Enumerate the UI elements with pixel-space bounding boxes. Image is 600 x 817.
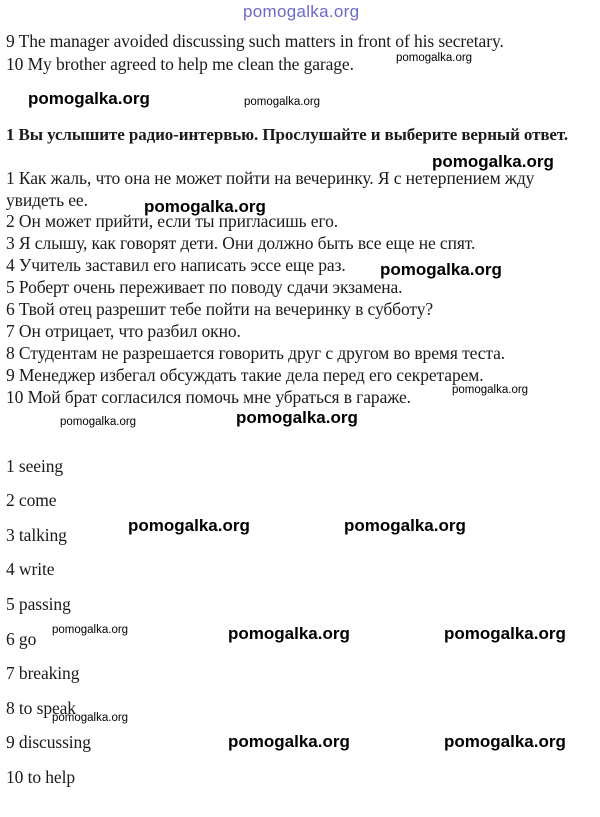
answer-7: 7 breaking: [6, 663, 80, 683]
watermark: pomogalka.org: [228, 732, 350, 751]
russian-sentence-10: 10 Мой брат согласился помочь мне убраться в гараже.: [6, 387, 411, 407]
english-sentence-9: 9 The manager avoided discussing such matters in front of his secretary.: [6, 31, 504, 51]
watermark: pomogalka.org: [60, 416, 137, 428]
russian-sentence-5: 5 Роберт очень переживает по поводу сдачи экзамена.: [6, 277, 403, 297]
answer-2: 2 come: [6, 490, 57, 510]
answer-4: 4 write: [6, 559, 55, 579]
watermark: pomogalka.org: [52, 712, 129, 724]
answer-1: 1 seeing: [6, 456, 64, 476]
watermark: pomogalka.org: [228, 624, 350, 643]
answer-8: 8 to speak: [6, 698, 76, 718]
answer-3: 3 talking: [6, 525, 67, 545]
watermark: pomogalka.org: [396, 52, 473, 64]
russian-sentence-1: 1 Как жаль, что она не может пойти на вечеринку. Я с нетерпением жду увидеть ее.: [6, 168, 535, 210]
site-header-watermark: pomogalka.org: [243, 2, 360, 21]
watermark: pomogalka.org: [144, 197, 266, 216]
russian-sentence-7: 7 Он отрицает, что разбил окно.: [6, 321, 241, 341]
english-sentence-10: 10 My brother agreed to help me clean the garage.: [6, 54, 354, 74]
watermark: pomogalka.org: [432, 152, 554, 171]
watermark: pomogalka.org: [452, 384, 529, 396]
watermark: pomogalka.org: [380, 260, 502, 279]
answer-9: 9 discussing: [6, 732, 91, 752]
exercise-heading: 1 Вы услышите радио-интервью. Прослушайте и выберите верный ответ.: [6, 125, 568, 144]
watermark: pomogalka.org: [344, 516, 466, 535]
russian-sentence-2: 2 Он может прийти, если ты пригласишь его.: [6, 211, 339, 231]
watermark: pomogalka.org: [236, 408, 358, 427]
watermark: pomogalka.org: [28, 89, 150, 108]
answer-10: 10 to help: [6, 767, 75, 787]
watermark: pomogalka.org: [444, 732, 566, 751]
watermark: pomogalka.org: [52, 624, 129, 636]
russian-sentence-9: 9 Менеджер избегал обсуждать такие дела перед его секретарем.: [6, 365, 484, 385]
russian-sentence-3: 3 Я слышу, как говорят дети. Они должно быть все еще не спят.: [6, 233, 476, 253]
watermark: pomogalka.org: [444, 624, 566, 643]
answer-6: 6 go: [6, 629, 37, 649]
russian-sentence-6: 6 Твой отец разрешит тебе пойти на вечеринку в субботу?: [6, 299, 434, 319]
watermark: pomogalka.org: [244, 96, 321, 108]
watermark: pomogalka.org: [128, 516, 250, 535]
answer-5: 5 passing: [6, 594, 71, 614]
russian-sentence-8: 8 Студентам не разрешается говорить друг с другом во время теста.: [6, 343, 506, 363]
russian-sentence-4: 4 Учитель заставил его написать эссе еще раз.: [6, 255, 346, 275]
